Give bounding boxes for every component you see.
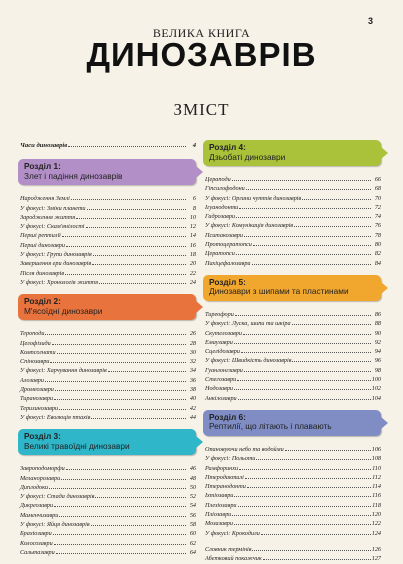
toc-entry[interactable]: [20, 403, 196, 412]
dot-leader: [93, 249, 186, 256]
toc-entry-label: Теризинозаври: [20, 404, 59, 412]
toc-entry-label: Словник термінів: [205, 545, 252, 553]
toc-entry[interactable]: [20, 277, 196, 286]
toc-entry-page: 38: [189, 386, 196, 394]
toc-entry-page: 24: [189, 278, 196, 286]
dot-leader: [292, 318, 371, 325]
toc-entry[interactable]: [20, 375, 196, 384]
toc-entry-label: Птеродактилі: [205, 473, 244, 481]
toc-entry-page: 68: [374, 185, 381, 193]
toc-entry-label: У фокусі: Луска, шипи та шкіра: [205, 320, 291, 328]
toc-entry[interactable]: [20, 347, 196, 356]
toc-entry[interactable]: [20, 412, 196, 421]
dot-leader: [261, 528, 371, 535]
toc-entry-page: 112: [372, 473, 381, 481]
toc-entry-page: 34: [189, 367, 196, 375]
toc-entry[interactable]: [205, 248, 381, 257]
toc-column-right: [205, 140, 381, 563]
toc-entry-page: 118: [372, 501, 381, 509]
dot-leader: [56, 547, 186, 554]
toc-entry-page: 20: [189, 260, 196, 268]
toc-entry-page: 8: [192, 204, 196, 212]
dot-leader: [62, 230, 186, 237]
dot-leader: [54, 538, 186, 545]
dot-leader: [239, 463, 371, 470]
toc-entry-label: У фокусі: Комунікація динозаврів: [205, 222, 294, 230]
toc-entry[interactable]: [20, 491, 196, 500]
dot-leader: [66, 463, 186, 470]
toc-column-left: [20, 140, 196, 556]
section-banner-3: [18, 429, 196, 455]
toc-entry-page: 70: [374, 194, 381, 202]
toc-entry-page: 96: [374, 357, 381, 365]
toc-entry-page: 52: [189, 493, 196, 501]
toc-entry-label: Зародження життя: [20, 213, 76, 221]
toc-entry[interactable]: [205, 453, 381, 462]
toc-entry-label: Цераподи: [205, 176, 231, 183]
toc-entry[interactable]: [20, 193, 196, 202]
toc-entry-page: 78: [374, 231, 381, 239]
toc-entry-label: Протоцератопси: [205, 241, 252, 249]
toc-entry-label: Диплодоки: [20, 483, 49, 491]
dot-leader: [236, 248, 371, 255]
toc-entry[interactable]: [205, 239, 381, 248]
toc-entry[interactable]: [205, 490, 381, 499]
toc-entry-page: 90: [374, 329, 381, 337]
dot-leader: [235, 309, 371, 316]
section-banner-6: [203, 410, 381, 436]
toc-entry-label: Меланорозаври: [20, 474, 61, 482]
toc-entry-page: 86: [374, 310, 381, 318]
section-title: Великі травоїдні динозаври: [24, 440, 130, 451]
dot-leader: [108, 365, 186, 372]
toc-entry-label: Гуанлонгзаври: [205, 366, 243, 374]
dot-leader: [50, 356, 186, 363]
toc-entry-label: У фокусі: Хронологія життя: [20, 278, 98, 286]
toc-entry[interactable]: [205, 183, 381, 192]
section-title: Злет і падіння динозаврів: [24, 170, 123, 181]
toc-entry-label: Алозаври: [20, 376, 44, 384]
toc-entry[interactable]: [205, 374, 381, 383]
toc-entry[interactable]: [20, 384, 196, 393]
toc-entry[interactable]: [20, 547, 196, 556]
toc-entry[interactable]: [205, 509, 381, 518]
toc-entry[interactable]: [205, 174, 381, 183]
dot-leader: [237, 374, 370, 381]
dot-leader: [292, 355, 371, 362]
toc-entry-page: 104: [371, 394, 381, 402]
toc-entry-label: Пситакозаври: [205, 231, 243, 239]
dot-leader: [91, 412, 186, 419]
banner-tail: [196, 301, 203, 313]
toc-entry[interactable]: [20, 510, 196, 519]
toc-entry-label: Целофізиди: [20, 339, 51, 347]
toc-entry-page: 58: [189, 521, 196, 529]
section-title: Дзьобаті динозаври: [209, 151, 286, 162]
toc-entry[interactable]: [20, 268, 196, 277]
toc-entry[interactable]: [20, 473, 196, 482]
dot-leader: [66, 240, 186, 247]
toc-entry-label: У фокусі: Скам'янілості: [20, 223, 85, 231]
toc-entry-label: Завроподоморфи: [20, 465, 65, 473]
toc-entry-page: 54: [189, 502, 196, 510]
toc-entry[interactable]: [205, 346, 381, 355]
dot-leader: [232, 174, 371, 181]
toc-entry[interactable]: [205, 220, 381, 229]
toc-entry-page: 64: [189, 548, 196, 556]
toc-entry[interactable]: [20, 356, 196, 365]
toc-entry[interactable]: [205, 444, 381, 453]
toc-entry-label: У фокусі: Органи чуттів динозаврів: [205, 194, 302, 202]
toc-entry-label: Стегозаври: [205, 376, 237, 384]
toc-entry[interactable]: [20, 393, 196, 402]
section-banner-5: [203, 275, 381, 301]
toc-entry[interactable]: [20, 230, 196, 239]
toc-entry-page: 106: [371, 445, 381, 453]
toc-entry-label: Дромеозаври: [20, 386, 54, 394]
toc-entry-page: 44: [189, 413, 196, 421]
toc-entry-page: 22: [189, 269, 196, 277]
toc-entry-page: 100: [371, 376, 381, 384]
toc-entry-label: Спінозаври: [20, 358, 50, 366]
toc-entry-label: Колосозаври: [20, 539, 53, 547]
spacer: [205, 537, 381, 544]
toc-entry[interactable]: [20, 221, 196, 230]
toc-entry-page: 94: [374, 348, 381, 356]
toc-entry[interactable]: [205, 355, 381, 364]
dot-leader: [243, 328, 371, 335]
toc-entry-label: У фокусі: Польоти: [205, 455, 256, 463]
toc-entry[interactable]: [20, 365, 196, 374]
toc-entry-label: Тиреофори: [205, 310, 234, 318]
toc-entry-label: Рамфоринхи: [205, 464, 239, 472]
dot-leader: [302, 193, 371, 200]
toc-entry-page: 56: [189, 511, 196, 519]
dot-leader: [238, 393, 371, 400]
book-title-large: ДИНОЗАВРІВ: [86, 36, 317, 73]
toc-entry-label: Пахіцефалозаври: [205, 259, 251, 267]
toc-entry[interactable]: [205, 318, 381, 327]
dot-leader: [236, 211, 371, 218]
dot-leader: [241, 346, 371, 353]
toc-entry[interactable]: [20, 500, 196, 509]
dot-leader: [252, 258, 371, 265]
toc-entry-page: 48: [189, 474, 196, 482]
section-number: Розділ 2:: [24, 296, 61, 307]
section-title: Рептилії, що літають і плавають: [209, 421, 332, 432]
dot-leader: [68, 140, 186, 147]
section-banner-2: [18, 294, 196, 320]
toc-entry-label: Перші динозаври: [20, 241, 65, 249]
section-number: Розділ 5:: [209, 276, 246, 287]
toc-entry[interactable]: [20, 338, 196, 347]
toc-entry-label: Тероподи: [20, 330, 45, 338]
toc-entry[interactable]: [20, 212, 196, 221]
toc-entry[interactable]: [20, 258, 196, 267]
toc-entry-label: Перші рептилії: [20, 232, 61, 240]
toc-entry-page: 76: [374, 222, 381, 230]
toc-entry-label: Анкілозаври: [205, 394, 237, 402]
toc-entry-label: Завершення ери динозаврів: [20, 260, 92, 268]
toc-entry[interactable]: [205, 472, 381, 481]
toc-entry-label: Пліозаври: [205, 511, 232, 519]
toc-entry-label: Емаузаври: [205, 338, 233, 346]
toc-entry-label: Народження Землі: [20, 195, 70, 203]
dot-leader: [86, 221, 186, 228]
dot-leader: [99, 277, 186, 284]
dot-leader: [244, 230, 371, 237]
dot-leader: [52, 338, 186, 345]
toc-entry[interactable]: [205, 193, 381, 202]
toc-entry-page: 127: [371, 555, 381, 563]
dot-leader: [232, 509, 370, 516]
section-title: М'ясоїдні динозаври: [24, 305, 103, 316]
toc-entry-label: Часи динозаврів: [20, 142, 68, 149]
banner-tail: [196, 436, 203, 448]
dot-leader: [91, 519, 186, 526]
toc-entry-page: 116: [372, 492, 381, 500]
toc-entry[interactable]: [20, 519, 196, 528]
banner-tail: [196, 166, 203, 178]
toc-entry-label: Цератопси: [205, 250, 235, 258]
toc-entry[interactable]: [20, 463, 196, 472]
toc-entry[interactable]: [205, 258, 381, 267]
toc-entry-label: Після динозаврів: [20, 269, 65, 277]
toc-entry[interactable]: [205, 211, 381, 220]
dot-leader: [92, 258, 186, 265]
toc-entry-label: Плезіозаври: [205, 501, 237, 509]
toc-entry[interactable]: [205, 383, 381, 392]
toc-entry-page: 126: [371, 545, 381, 553]
dot-leader: [95, 491, 186, 498]
toc-entry-page: 16: [189, 241, 196, 249]
toc-entry-page: 42: [189, 404, 196, 412]
toc-entry[interactable]: [205, 393, 381, 402]
banner-tail: [381, 417, 388, 429]
dot-leader: [252, 544, 370, 551]
dot-leader: [234, 337, 371, 344]
section-banner-4: [203, 140, 381, 166]
toc-entry[interactable]: [205, 544, 381, 553]
toc-entry-page: 110: [372, 464, 381, 472]
toc-entry-page: 4: [192, 142, 196, 149]
toc-entry[interactable]: [20, 203, 196, 212]
toc-entry[interactable]: [205, 230, 381, 239]
dot-leader: [285, 444, 371, 451]
dot-leader: [59, 403, 186, 410]
toc-entry[interactable]: [205, 309, 381, 318]
toc-entry-page: 28: [189, 339, 196, 347]
toc-entry[interactable]: [20, 249, 196, 258]
toc-entry-label: Гадрозаври: [205, 213, 236, 221]
toc-entry-page: 120: [371, 511, 381, 519]
dot-leader: [246, 183, 371, 190]
toc-entry-label: У фокусі: Зміни планети: [20, 204, 86, 212]
toc-entry-label: Брахіозаври: [20, 530, 52, 538]
toc-entry-page: 14: [189, 232, 196, 240]
dot-leader: [253, 239, 371, 246]
dot-leader: [87, 203, 186, 210]
page-number: 3: [367, 16, 373, 26]
toc-entry-label: Сцелідозаври: [205, 348, 240, 356]
toc-entry-page: 74: [374, 213, 381, 221]
dot-leader: [55, 384, 186, 391]
contents-heading: ЗМІСТ: [173, 100, 230, 119]
toc-entry-page: 122: [371, 520, 381, 528]
dot-leader: [247, 481, 371, 488]
toc-entry-page: 124: [371, 529, 381, 537]
toc-entry[interactable]: [20, 240, 196, 249]
toc-entry-page: 62: [189, 539, 196, 547]
dot-leader: [45, 375, 186, 382]
toc-entry-page: 84: [374, 259, 381, 267]
section-number: Розділ 6:: [209, 411, 246, 422]
dot-leader: [54, 393, 186, 400]
toc-entry-page: 30: [189, 348, 196, 356]
toc-entry-page: 36: [189, 376, 196, 384]
toc-entry-label: У фокусі: Крокодили: [205, 529, 260, 537]
dot-leader: [76, 212, 186, 219]
toc-entry-label: У фокусі: Еволюція птахів: [20, 413, 91, 421]
toc-entry-page: 12: [189, 223, 196, 231]
toc-entry-label: У фокусі: Групи динозаврів: [20, 251, 92, 259]
dot-leader: [57, 347, 186, 354]
toc-entry-label: Нодозаври: [205, 385, 234, 393]
toc-entry[interactable]: [205, 463, 381, 472]
toc-entry-page: 102: [371, 385, 381, 393]
banner-tail: [381, 147, 388, 159]
toc-entry-page: 40: [189, 395, 196, 403]
toc-entry-page: 114: [372, 483, 381, 491]
dot-leader: [256, 453, 370, 460]
section-number: Розділ 1:: [24, 161, 61, 172]
toc-entry[interactable]: [205, 328, 381, 337]
toc-entry-page: 18: [189, 251, 196, 259]
toc-entry-label: Іхтіозаври: [205, 492, 234, 500]
toc-entry-page: 98: [374, 366, 381, 374]
dot-leader: [71, 193, 186, 200]
toc-entry[interactable]: [20, 482, 196, 491]
toc-entry-label: Скутелозаври: [205, 329, 242, 337]
book-title-small: ВЕЛИКА КНИГА: [152, 26, 251, 40]
dot-leader: [59, 510, 186, 517]
dot-leader: [263, 553, 371, 560]
toc-entry-page: 92: [374, 338, 381, 346]
toc-entry-label: Сальтазаври: [20, 548, 55, 556]
toc-entry-page: 80: [374, 241, 381, 249]
dot-leader: [245, 472, 371, 479]
toc-entry-label: У фокусі: Яйця динозаврів: [20, 521, 90, 529]
section-number: Розділ 3:: [24, 431, 61, 442]
dot-leader: [49, 482, 186, 489]
dot-leader: [234, 518, 371, 525]
toc-entry-page: 46: [189, 465, 196, 473]
dot-leader: [239, 202, 371, 209]
toc-entry-label: Ігуанодонти: [205, 203, 239, 211]
dot-leader: [238, 500, 371, 507]
toc-entry-label: Компсогнати: [20, 348, 56, 356]
toc-entry-page: 32: [189, 358, 196, 366]
toc-entry-page: 50: [189, 483, 196, 491]
toc-entry-label: У фокусі: Харчування динозаврів: [20, 367, 107, 375]
toc-entry-label: Абетковий покажчик: [205, 555, 262, 563]
toc-entry-page: 108: [371, 455, 381, 463]
toc-entry[interactable]: [20, 528, 196, 537]
toc-entry-label: Мозазаври: [205, 520, 233, 528]
dot-leader: [65, 268, 186, 275]
toc-entry-label: Опановуючи небо та водойми: [205, 445, 284, 453]
toc-entry-page: 72: [374, 203, 381, 211]
dot-leader: [54, 500, 186, 507]
toc-entry-label: Тиранозаври: [20, 395, 54, 403]
toc-entry-label: Птеранодонти: [205, 483, 246, 491]
toc-entry[interactable]: [20, 538, 196, 547]
toc-entry-page: 60: [189, 530, 196, 538]
toc-entry-page: 82: [374, 250, 381, 258]
toc-entry[interactable]: [20, 140, 196, 149]
toc-entry-label: Маменчизаври: [20, 511, 59, 519]
toc-entry-label: Гіпсилофодони: [205, 185, 245, 193]
toc-entry-page: 6: [192, 195, 196, 203]
toc-entry[interactable]: [205, 365, 381, 374]
section-number: Розділ 4:: [209, 142, 246, 152]
banner-tail: [381, 282, 388, 294]
toc-entry[interactable]: [20, 328, 196, 337]
dot-leader: [294, 220, 371, 227]
section-banner-1: [18, 159, 196, 185]
toc-entry-page: 26: [189, 330, 196, 338]
toc-entry[interactable]: [205, 518, 381, 527]
toc-entry-label: У фокусі: Швидкість динозаврів: [205, 357, 292, 365]
toc-entry[interactable]: [205, 202, 381, 211]
toc-entry[interactable]: [205, 553, 381, 562]
toc-entry-label: У фокусі: Стада динозаврів: [20, 493, 95, 501]
dot-leader: [244, 365, 371, 372]
dot-leader: [61, 473, 186, 480]
dot-leader: [53, 528, 186, 535]
dot-leader: [234, 383, 371, 390]
toc-entry-page: 10: [189, 213, 196, 221]
dot-leader: [234, 490, 371, 497]
toc-entry-page: 66: [374, 176, 381, 183]
toc-entry-label: Дикреозаври: [20, 502, 54, 510]
section-title: Динозаври з шипами та пластинами: [209, 286, 349, 297]
dot-leader: [45, 328, 186, 335]
toc-entry[interactable]: [205, 337, 381, 346]
toc-entry-page: 88: [374, 320, 381, 328]
toc-entry[interactable]: [205, 481, 381, 490]
toc-entry[interactable]: [205, 500, 381, 509]
